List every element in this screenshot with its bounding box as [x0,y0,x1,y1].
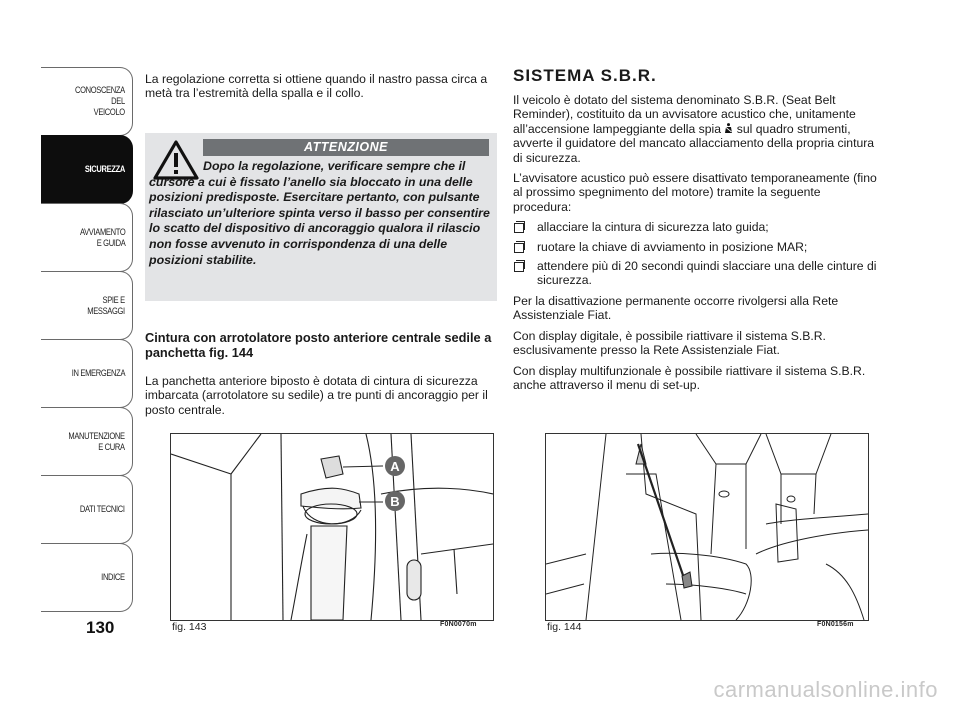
digital-display-paragraph: Con display digitale, è possibile riattivare il sistema S.B.R. esclusivamente presso la Rete Assistenziale Fiat. [513,328,826,358]
section-title: SISTEMA S.B.R. [513,66,657,85]
bench-seat-illustration [546,434,868,620]
warning-title: ATTENZIONE [203,139,489,156]
tab-dati-tecnici[interactable] [41,475,133,544]
warning-text [149,159,493,268]
section-subheading: Cintura con arrotolatore posto anteriore centrale sedile a panchetta fig. 144 [145,330,492,360]
sbr-intro-part1: Il veicolo è dotato del sistema denominato S.B.R. (Seat Belt Reminder), costituito da un avvisatore acustico che, unitamente all’accensione lampeggiante della spia [513,93,856,136]
tab-indice[interactable] [41,543,133,612]
tab-label: IN EMERGENZA [71,368,125,378]
tab-label: DATI TECNICI [80,504,125,514]
warning-box [145,133,497,301]
callout-a [385,456,405,476]
list-item: ruotare la chiave di avviamento in posizione MAR; [513,240,878,254]
sbr-procedure-intro: L’avvisatore acustico può essere disattivato temporaneamente (fino al prossimo spegnimento del motore) tramite la seguente procedura: [513,171,877,214]
tab-in-emergenza[interactable] [41,339,133,408]
fig-144-label: fig. 144 [547,621,582,633]
callout-b [385,491,405,511]
tab-label: INDICE [101,572,125,582]
tab-sicurezza[interactable] [41,135,133,204]
tab-label: SPIE E MESSAGGI [87,294,125,316]
tab-label: CONOSCENZA DEL VEICOLO [75,85,125,117]
watermark: carmanualsonline.info [713,677,938,702]
multifunction-display-paragraph: Con display multifunzionale è possibile riattivare il sistema S.B.R. anche attraverso il menu di set-up. [513,363,866,392]
page-number: 130 [86,618,115,637]
figure-143 [170,433,494,621]
tab-label: SICUREZZA [84,164,125,174]
left-column [145,72,495,101]
right-column [513,66,878,398]
tab-spie-e-messaggi[interactable] [41,271,133,340]
list-item: allacciare la cintura di sicurezza lato guida; [513,220,878,234]
fig-143-code: F0N0070m [440,621,477,628]
list-item: attendere più di 20 secondi quindi slacciare una delle cinture di sicurezza. [513,259,878,288]
tab-avviamento-e-guida[interactable] [41,203,133,272]
sbr-intro-paragraph [513,93,878,165]
procedure-steps [513,220,878,288]
belt-adjuster-illustration [171,434,493,620]
fig-144-code: F0N0156m [817,621,854,628]
intro-paragraph: La regolazione corretta si ottiene quando il nastro passa circa a metà tra l’estremità della spalla e il collo. [145,72,488,101]
tab-conoscenza-del-veicolo[interactable] [41,67,133,136]
tab-manutenzione-e-cura[interactable] [41,407,133,476]
section-tabs [41,67,133,612]
seatbelt-warning-light-icon [724,123,733,134]
tab-label: MANUTENZIONE E CURA [68,430,125,452]
callout-a-label: A [390,459,400,474]
callout-b-label: B [390,494,400,509]
figure-144 [545,433,869,621]
permanent-deactivation-paragraph: Per la disattivazione permanente occorre rivolgersi alla Rete Assistenziale Fiat. [513,293,839,323]
fig-143-label: fig. 143 [172,621,207,633]
sbr-intro-part2: sul quadro strumenti, avverte il guidatore del mancato allacciamento della propria cintura di sicurezza. [513,121,875,165]
body-paragraph: La panchetta anteriore biposto è dotata di cintura di sicurezza imbarcata (arrotolatore su sedile) a tre punti di ancoraggio per il posto centrale. [145,374,488,417]
body-paragraph-block [145,374,495,417]
warning-body: Dopo la regolazione, verificare sempre che il cursore a cui è fissato l’anello sia bloccato in una delle posizioni predisposte. Esercitare pertanto, con pulsante rilasciato un’ulteriore spinta verso il basso per consentire lo scatto del dispositivo di ancoraggio qualora il rilascio non fosse avvenuto in corrispondenza di una delle posizioni stabilite. [149,159,490,267]
tab-label: AVVIAMENTO E GUIDA [79,226,125,248]
